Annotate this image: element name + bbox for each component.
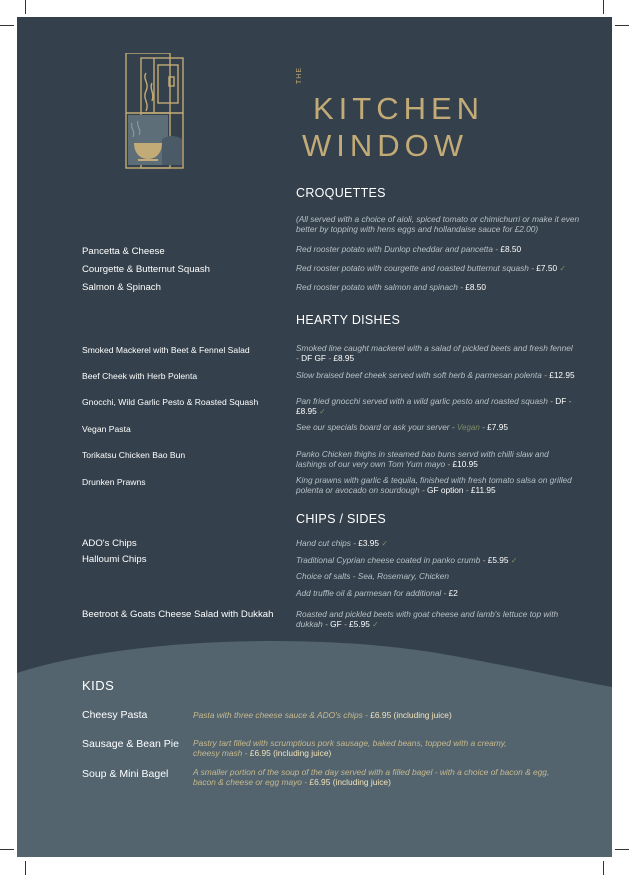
crop-mark bbox=[603, 0, 604, 14]
chips-item-name: ADO's Chips bbox=[82, 538, 137, 549]
crop-mark bbox=[615, 25, 629, 26]
chips-truffle: Add truffle oil & parmesan for additional - £2 bbox=[296, 588, 458, 598]
kids-item-desc: Pasta with three cheese sauce & ADO's chips - £6.95 (including juice) bbox=[193, 710, 452, 720]
salad-item-name: Beetroot & Goats Cheese Salad with Dukkah bbox=[82, 609, 274, 620]
kids-item-name: Soup & Mini Bagel bbox=[82, 768, 169, 780]
kids-item-name: Cheesy Pasta bbox=[82, 709, 148, 721]
croquette-item-desc: Red rooster potato with Dunlop cheddar and pancetta - £8.50 bbox=[296, 244, 522, 254]
brand-line-kitchen: KITCHEN bbox=[313, 91, 485, 126]
kids-item-name: Sausage & Bean Pie bbox=[82, 738, 179, 750]
brand-line-window: WINDOW bbox=[302, 128, 469, 163]
hearty-item-name: Drunken Prawns bbox=[82, 477, 146, 487]
hearty-item-name: Vegan Pasta bbox=[82, 424, 131, 434]
kitchen-window-logo-icon bbox=[124, 53, 186, 171]
chips-salts: Choice of salts - Sea, Rosemary, Chicken bbox=[296, 571, 449, 581]
crop-mark bbox=[603, 861, 604, 875]
crop-mark bbox=[25, 861, 26, 875]
croquette-item-name: Salmon & Spinach bbox=[82, 282, 161, 293]
kids-heading: KIDS bbox=[82, 678, 115, 693]
croquettes-intro: (All served with a choice of aioli, spiced tomato or chimichurri or make it even better by topping with hens eggs and hollandaise sauce for £2.00) bbox=[296, 214, 580, 234]
chips-item-desc: Traditional Cyprian cheese coated in panko crumb - £5.95 ✓ bbox=[296, 555, 518, 565]
crop-mark bbox=[615, 849, 629, 850]
hearty-item-name: Gnocchi, Wild Garlic Pesto & Roasted Squash bbox=[82, 397, 259, 407]
brand-the: THE bbox=[296, 67, 303, 84]
vegetarian-leaf-icon: ✓ bbox=[319, 406, 326, 416]
salad-item-desc: Roasted and pickled beets with goat cheese and lamb's lettuce top with dukkah - GF - £5.95 ✓ bbox=[296, 609, 559, 629]
croquettes-heading: CROQUETTES bbox=[296, 186, 386, 200]
hearty-item-name: Torikatsu Chicken Bao Bun bbox=[82, 450, 186, 460]
chips-item-name: Halloumi Chips bbox=[82, 554, 147, 565]
hearty-item-name: Smoked Mackerel with Beet & Fennel Salad bbox=[82, 345, 250, 355]
vegetarian-leaf-icon: ✓ bbox=[559, 264, 567, 273]
crop-mark bbox=[0, 849, 14, 850]
croquette-item-desc: Red rooster potato with salmon and spinach - £8.50 bbox=[296, 282, 487, 292]
crop-mark bbox=[25, 0, 26, 14]
hearty-item-desc: Panko Chicken thighs in steamed bao buns servd with chilli slaw and lashings of our very own Tom Yum mayo - £10.95 bbox=[296, 449, 549, 469]
croquette-item-desc: Red rooster potato with courgette and roasted butternut squash - £7.50 ✓ bbox=[296, 263, 567, 273]
vegetarian-leaf-icon: ✓ bbox=[381, 539, 389, 548]
hearty-heading: HEARTY DISHES bbox=[296, 313, 401, 327]
hearty-item-name: Beef Cheek with Herb Polenta bbox=[82, 371, 198, 381]
croquette-item-name: Pancetta & Cheese bbox=[82, 246, 165, 257]
chips-item-desc: Hand cut chips - £3.95 ✓ bbox=[296, 538, 389, 548]
chips-heading: CHIPS / SIDES bbox=[296, 512, 387, 526]
croquette-item-name: Courgette & Butternut Squash bbox=[82, 264, 210, 275]
kids-item-desc: A smaller portion of the soup of the day served with a filled bagel - with a choice of bacon & egg, bacon & cheese or egg mayo - £6.95 (including juice) bbox=[193, 767, 550, 787]
vegetarian-leaf-icon: ✓ bbox=[372, 619, 379, 629]
vegetarian-leaf-icon: ✓ bbox=[510, 556, 518, 565]
hearty-item-desc: Smoked line caught mackerel with a salad of pickled beets and fresh fennel - DF GF - £8.95 bbox=[296, 343, 573, 363]
hearty-item-desc: See our specials board or ask your server - Vegan - £7.95 bbox=[296, 422, 508, 432]
kids-item-desc: Pastry tart filled with scrumptious pork sausage, baked beans, topped with a creamy, cheesy mash - £6.95 (including juice) bbox=[193, 738, 507, 758]
hearty-item-desc: King prawns with garlic & tequila, finished with fresh tomato salsa on grilled polenta or avocado on sourdough - GF option - £11.95 bbox=[296, 475, 572, 495]
crop-mark bbox=[0, 25, 14, 26]
hearty-item-desc: Slow braised beef cheek served with soft herb & parmesan polenta - £12.95 bbox=[296, 370, 575, 380]
hearty-item-desc: Pan fried gnocchi served with a wild garlic pesto and roasted squash - DF - £8.95 ✓ bbox=[296, 396, 572, 416]
menu-page bbox=[17, 17, 612, 857]
